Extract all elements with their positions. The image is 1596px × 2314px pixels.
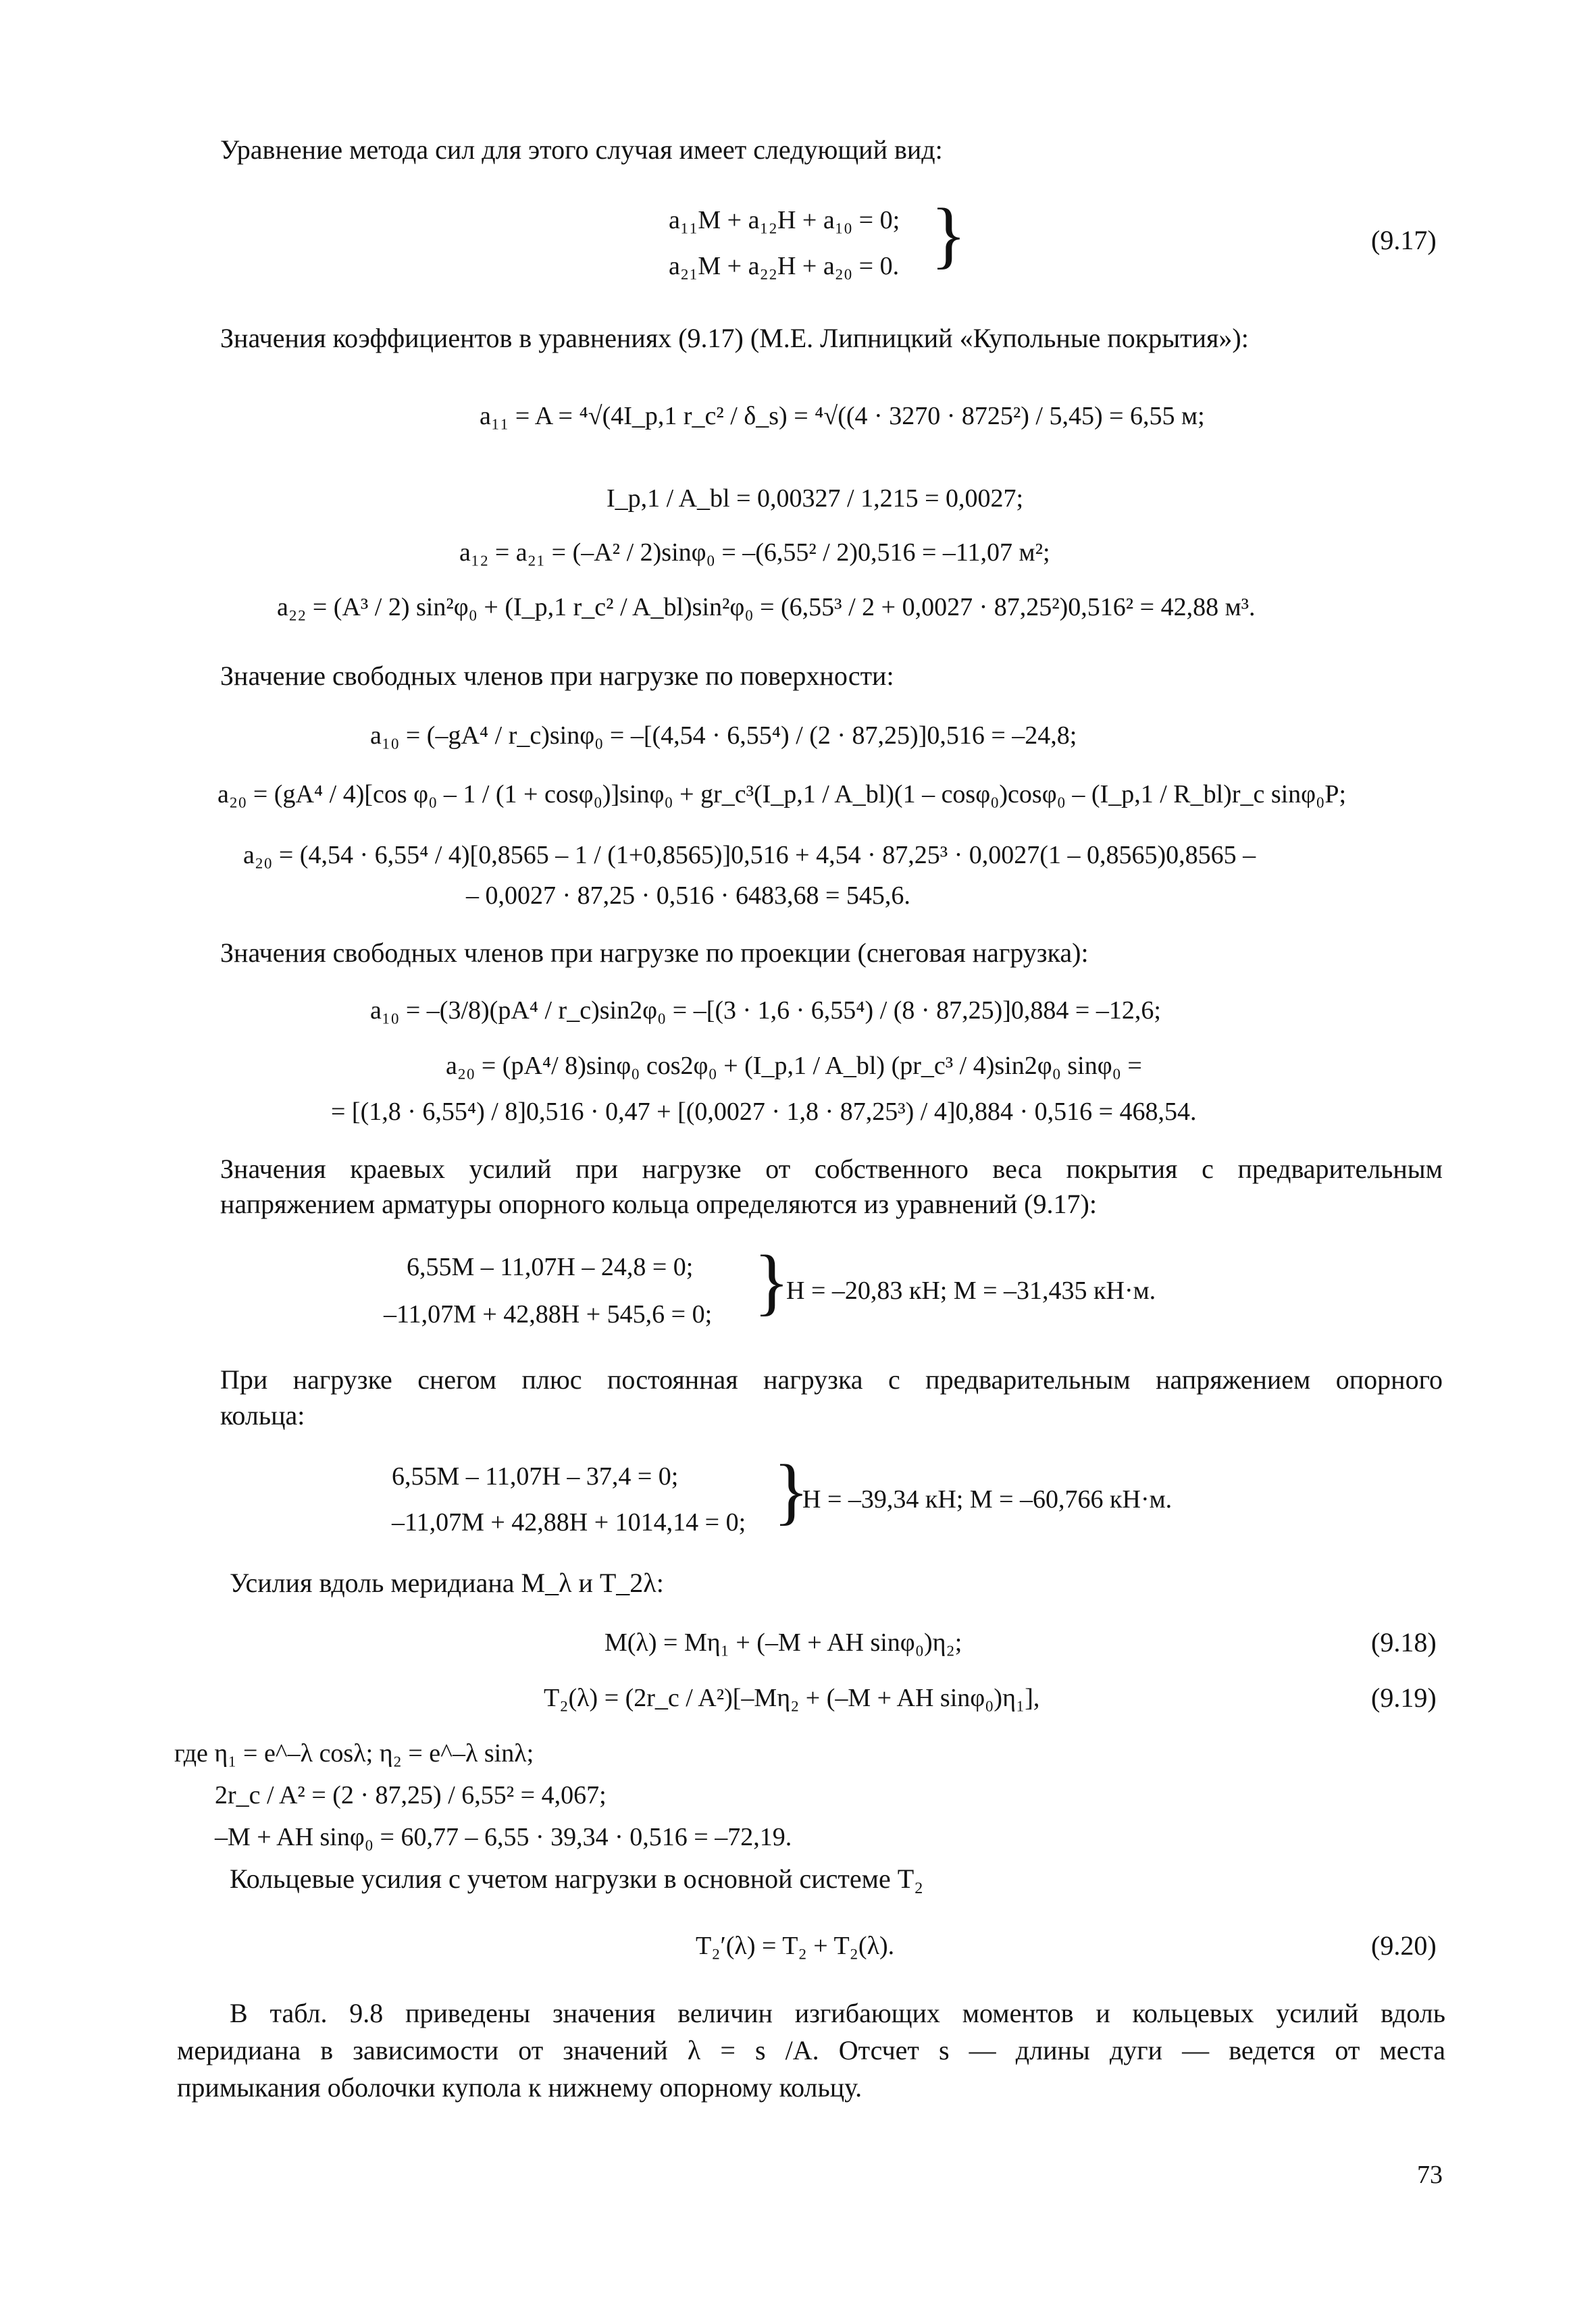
final-line-3: примыкания оболочки купола к нижнему опорному кольцу.: [177, 2072, 863, 2103]
projection-a20-calc: = [(1,8 · 6,55⁴) / 8]0,516 · 0,47 + [(0,0027 · 1,8 · 87,25³) / 4]0,884 · 0,516 = 468,54.: [331, 1098, 1197, 1126]
surface-a20-calc-1: a₂₀ = (4,54 · 6,55⁴ / 4)[0,8565 – 1 / (1+0,8565)]0,516 + 4,54 · 87,25³ · 0,0027(1 – 0,8565)0,8565 –: [243, 841, 1256, 869]
coefficient-a12: a₁₂ = a₂₁ = (–A² / 2)sinφ₀ = –(6,55² / 2)0,516 = –11,07 м²;: [459, 538, 1050, 567]
surface-intro: Значение свободных членов при нагрузке по поверхности:: [220, 661, 894, 691]
edge-equation-2: –11,07M + 42,88H + 545,6 = 0;: [384, 1300, 713, 1329]
edge-equation-1: 6,55M – 11,07H – 24,8 = 0;: [407, 1253, 694, 1281]
snow-intro-line-2: кольца:: [220, 1400, 305, 1431]
brace-edge: }: [754, 1240, 790, 1322]
brace-917: }: [931, 193, 967, 276]
edge-intro-line-1: Значения краевых усилий при нагрузке от собственного веса покрытия с предварительным: [220, 1154, 1443, 1184]
intro-text: Уравнение метода сил для этого случая имеет следующий вид:: [220, 134, 943, 165]
ring-intro: Кольцевые усилия с учетом нагрузки в основной системе T₂: [230, 1863, 924, 1894]
coefficient-a11: a₁₁ = A = ⁴√(4I_p,1 r_c² / δ_s) = ⁴√((4 · 3270 · 8725²) / 5,45) = 6,55 м;: [480, 402, 1205, 430]
projection-intro: Значения свободных членов при нагрузке по проекции (снеговая нагрузка):: [220, 937, 1089, 968]
surface-a20-formula: a₂₀ = (gA⁴ / 4)[cos φ₀ – 1 / (1 + cosφ₀)]sinφ₀ + gr_c³(I_p,1 / A_bl)(1 – cosφ₀)cosφ₀ – (I_p,1 / R_bl)r_c sinφ₀P;: [217, 780, 1347, 808]
equation-number-920: (9.20): [1371, 1930, 1437, 1961]
edge-intro-line-2: напряжением арматуры опорного кольца определяются из уравнений (9.17):: [220, 1189, 1097, 1219]
surface-a10: a₁₀ = (–gA⁴ / r_c)sinφ₀ = –[(4,54 · 6,55⁴) / (2 · 87,25)]0,516 = –24,8;: [370, 721, 1077, 750]
edge-result: H = –20,83 кН; M = –31,435 кН·м.: [786, 1277, 1156, 1305]
surface-a20-calc-2: – 0,0027 · 87,25 · 0,516 · 6483,68 = 545,6.: [466, 881, 910, 910]
equation-917-1: a₁₁M + a₁₂H + a₁₀ = 0;: [669, 206, 900, 234]
final-line-2: меридиана в зависимости от значений λ = s /A. Отсчет s — длины дуги — ведется от места: [177, 2035, 1445, 2065]
brace-snow: }: [773, 1449, 809, 1532]
snow-equation-2: –11,07M + 42,88H + 1014,14 = 0;: [392, 1508, 746, 1537]
coefficient-a22: a₂₂ = (A³ / 2) sin²φ₀ + (I_p,1 r_c² / A_bl)sin²φ₀ = (6,55³ / 2 + 0,0027 · 87,25²)0,516² = 42,88 м³.: [277, 593, 1256, 621]
projection-a10: a₁₀ = –(3/8)(pA⁴ / r_c)sin2φ₀ = –[(3 · 1,6 · 6,55⁴) / (8 · 87,25)]0,884 = –12,6;: [370, 996, 1161, 1025]
projection-a20-formula: a₂₀ = (pA⁴/ 8)sinφ₀ cos2φ₀ + (I_p,1 / A_bl) (pr_c³ / 4)sin2φ₀ sinφ₀ =: [446, 1052, 1142, 1080]
meridian-intro: Усилия вдоль меридиана M_λ и T_2λ:: [230, 1568, 664, 1598]
snow-equation-1: 6,55M – 11,07H – 37,4 = 0;: [392, 1462, 679, 1491]
final-line-1: В табл. 9.8 приведены значения величин изгибающих моментов и кольцевых усилий вдоль: [230, 1998, 1445, 2028]
equation-917-2: a₂₁M + a₂₂H + a₂₀ = 0.: [669, 252, 900, 280]
where-line-1: где η₁ = e^–λ cosλ; η₂ = e^–λ sinλ;: [174, 1739, 534, 1768]
equation-918: M(λ) = Mη₁ + (–M + AH sinφ₀)η₂;: [604, 1628, 962, 1657]
coefficients-intro: Значения коэффициентов в уравнениях (9.17) (М.Е. Липницкий «Купольные покрытия»):: [220, 323, 1249, 353]
equation-number-919: (9.19): [1371, 1682, 1437, 1713]
equation-number-917: (9.17): [1371, 225, 1437, 255]
equation-number-918: (9.18): [1371, 1627, 1437, 1657]
where-line-2: 2r_c / A² = (2 · 87,25) / 6,55² = 4,067;: [215, 1781, 607, 1809]
snow-result: H = –39,34 кН; M = –60,766 кН·м.: [802, 1485, 1173, 1514]
equation-919: T₂(λ) = (2r_c / A²)[–Mη₂ + (–M + AH sinφ₀)η₁],: [544, 1684, 1040, 1712]
equation-920: T₂′(λ) = T₂ + T₂(λ).: [696, 1932, 895, 1960]
snow-intro-line-1: При нагрузке снегом плюс постоянная нагрузка с предварительным напряжением опорного: [220, 1364, 1443, 1395]
page-number: 73: [1417, 2161, 1443, 2189]
where-line-3: –M + AH sinφ₀ = 60,77 – 6,55 · 39,34 · 0,516 = –72,19.: [215, 1823, 792, 1851]
coefficient-ratio: I_p,1 / A_bl = 0,00327 / 1,215 = 0,0027;: [607, 484, 1024, 513]
